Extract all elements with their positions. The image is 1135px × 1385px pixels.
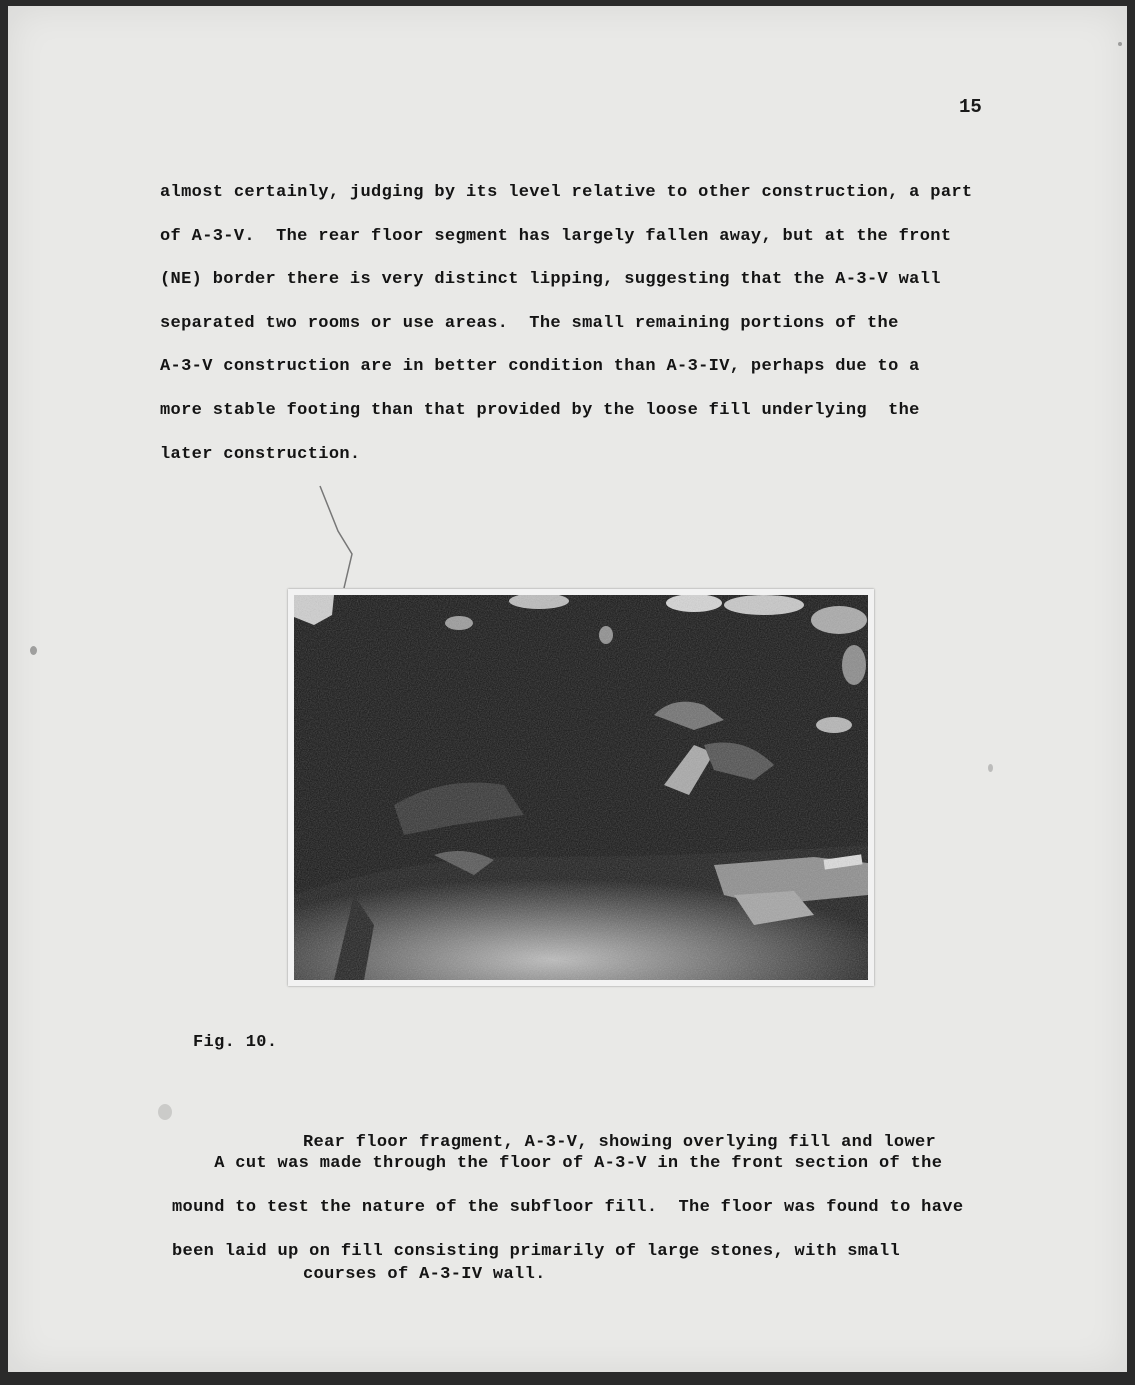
scan-speck [30, 646, 37, 655]
document-page [8, 6, 1127, 1372]
text-line: been laid up on fill consisting primarily of large stones, with small [172, 1242, 901, 1261]
text-line: (NE) border there is very distinct lipping, suggesting that the A-3-V wall [160, 270, 941, 290]
text-line: separated two rooms or use areas. The small remaining portions of the [160, 313, 899, 333]
figure-label: Fig. 10. [193, 1033, 278, 1052]
text-line: mound to test the nature of the subfloor fill. The floor was found to have [172, 1198, 964, 1217]
caption-line: Rear floor fragment, A-3-V, showing overlying fill and lower [303, 1133, 937, 1152]
pen-mark [308, 476, 368, 606]
paragraph-1 [160, 171, 972, 476]
page-number: 15 [959, 96, 982, 118]
text-line: later construction. [160, 444, 361, 464]
scan-speck [158, 1104, 172, 1120]
text-line: of A-3-V. The rear floor segment has largely fallen away, but at the front [160, 226, 952, 246]
paragraph-2 [172, 1142, 963, 1274]
text-line: A cut was made through the floor of A-3-V in the front section of the [172, 1154, 943, 1173]
excavation-photo [294, 595, 868, 980]
text-line: more stable footing than that provided by the loose fill underlying the [160, 400, 920, 420]
caption-line: courses of A-3-IV wall. [303, 1265, 546, 1284]
text-line: almost certainly, judging by its level relative to other construction, a part [160, 183, 973, 202]
scan-speck [988, 764, 993, 772]
scan-speck [1118, 42, 1122, 46]
figure-photo [288, 589, 874, 986]
text-line: A-3-V construction are in better condition than A-3-IV, perhaps due to a [160, 357, 920, 377]
